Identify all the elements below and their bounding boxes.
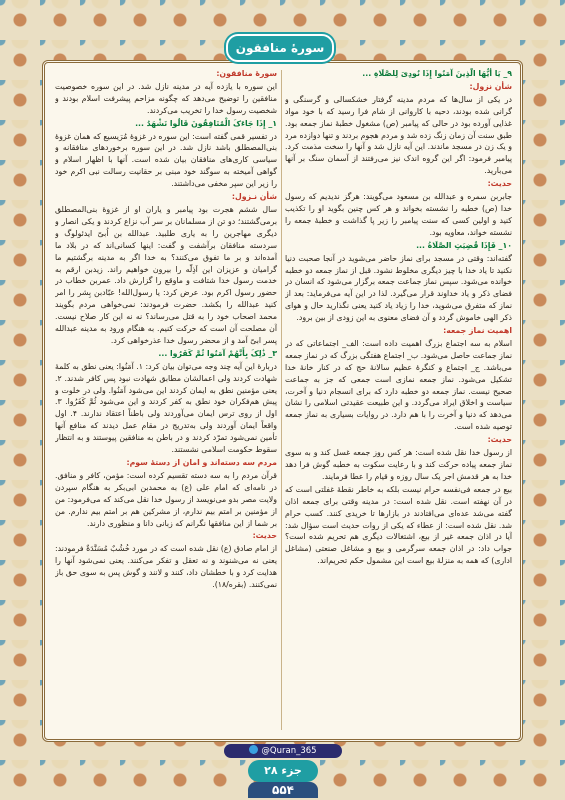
paragraph: گفته‌اند: وقتی در مسجد برای نماز حاضر می‌شوید در آنجا صحبت دنیا نکنید تا یاد خدا با چیز دیگری مخلوط نشود. قبل از نماز جمعه دو خطبه خوانده می‌شود. سپس نماز جماعت جمعه برگزار می‌شود که انسان در فضای ذکر و یاد خداوند قرار می‌گیرد. لذا در این آیه می‌فرماید: بعد از نماز که متفرق می‌شوید، خدا را زیاد یاد کنید یعنی نگذارید حال و هوای ذکر الهی خاموش گردد و آن فضای معنوی به این زودی از بین برود. — [285, 253, 512, 323]
section-heading: شأن نزول: — [469, 81, 512, 91]
paragraph: اسلام به سه اجتماع بزرگ اهمیت داده است: الف_ اجتماعاتی که در نماز جماعت حاصل می‌شود. ب_ اجتماع هفتگی بزرگ که در نماز جمعه می‌باشد. ج_ اجتماع و کنگرهٔ عظیم سالانهٔ حج که در کنار خانهٔ خدا تشکیل می‌شود. نماز جمعه نمازی است جمعی که جز به جماعت صحیح نیست. نماز جمعه دو خطبه دارد که برای انسجام دنیا و آخرت، سیاست و اخلاق ایراد می‌گردد. و این طبیعت عقیدتی اسلامی را نشان می‌دهد که دنیا و آخرت را با هم دارد. در روایات بسیاری به نماز جمعه توصیه شده است. — [285, 338, 512, 432]
paragraph: سال ششم هجرت بود پیامبر و یاران او از غزوهٔ بنی‌المصطلق برمی‌گشتند؛ دو تن از مسلمانان بر سر آب نزاع کردند و یکی انصار و دیگری مهاجرین را به یاری طلبید. عبدالله بن اُبیّ ایدئولوگ و سردسته منافقان برآشفت و گفت: اینها کسانی‌اند که در بلاد ما آمده‌اند و بر ما تفوق می‌کنند؟ به خدا اگر به مدینه برگشتیم ما گرامیان و عزیزان این اَذِلّه را بیرون خواهیم راند. زیدبن ارقم به خدمت رسول خدا شتافت و ماوقع را گزارش داد. عمربن خطاب در حضور رسول اکرم بود. عرض کرد: یا رسول‌الله! عبّادبن بِشر را امر کنید عبدالله را بکشد. حضرت فرمودند: نمی‌خواهی مردم بگویند محمد اصحاب خود را به قتل می‌رساند؟ نه نه این کار صلاح نیست. آن مصلحت آن است که حرکت کنیم. به هنگام ورود به مدینه عبدالله پسر ابیّ آمد و از محضر رسول خدا عذرخواهی کرد. — [55, 204, 277, 345]
ayah-heading: ۳_ ذَٰلِکَ بِأَنَّهُمْ آمَنُوا ثُمَّ کَفَرُوا ... — [158, 348, 277, 358]
section-heading: مردم سه دسته‌اند و امان از دستهٔ سوم: — [126, 458, 277, 467]
ayah-heading: ۱۰_ فَإِذَا قُضِیَتِ الصَّلَاةُ ... — [416, 240, 512, 250]
section-heading: شأن نـزول: — [231, 192, 277, 202]
section-heading: حدیث: — [252, 531, 277, 541]
paragraph: از رسول خدا نقل شده است: هر کس روز جمعه غسل کند و به سوی نماز جمعه پیاده حرکت کند و با رعایت سکوت به خطبه گوش فرا دهد خدا به هر قدمش اجر یک سال روزه و قیام را عطا فرمایند. — [285, 448, 512, 481]
paragraph: در تفسیر قمی گفته است: این سوره در غزوهٔ مُرَیسیع که همان غزوهٔ بنی‌المصطلق باشد نازل شد. در این سوره برخوردهای منافقانه و سیاسی کاری‌های منافقان بیان شده است. آنها با اظهار اسلام و گواهی آمیخته به سوگند خود مبنی بر حقانیت رسالت نبی اکرم خود را زیر این سپر مخفی می‌داشتند. — [55, 131, 277, 189]
paragraph: دربارهٔ این آیه چند وجه می‌توان بیان کرد: ۱. آمَنُوا: یعنی نطق به کلمهٔ شهادت کردند ولی اعمالشان مطابق شهادت نبود پس کافر شدند. ۲. یعنی مؤمنین نطق به ایمان کردند این می‌شود آمَنُوا. ولی در خلوت و پیش هم‌فکران خود نطق به کفر کردند و این می‌شود ثُمَّ کَفَرُوا. ۳. اول از روی ترس ایمان می‌آوردند ولی باطناً اعتقاد ندارند. ۴. اول واقعاً ایمان آوردند ولی به‌تدریج در مقام عمل دیدند که منافع آنها تأمین نمی‌شود تمرّد کردند و در باطن به منافقین پیوستند و به انتظار سقوط حکومت اسلامی نشستند. — [55, 361, 277, 455]
page-number: ۵۵۴ — [248, 782, 318, 798]
paragraph: در یکی از سال‌ها که مردم مدینه گرفتار خشکسالی و گرسنگی و گرانی شده بودند، دحیه با کاروانی از شام فرا رسید که با خود مواد غذایی آورده بود در حالی که پیامبر (ص) مشغول خطبهٔ نماز جمعه بود. طبق سنت آن زمان زنگ زده شد و مردم هجوم بردند و تنها دوازده مرد و یک زن در مسجد ماندند. این آیه نازل شد و آنها را سخت مذمت کرد. پیامبر فرمود: اگر این گروه اندک نیز می‌رفتند از آسمان سنگ بر آنها می‌بارید. — [285, 94, 512, 176]
surah-title-banner: سورهٔ منافقون — [226, 34, 334, 62]
telegram-icon — [249, 745, 258, 754]
ayah-heading: ۱_ إِذَا جَاءَکَ الْمُنَافِقُونَ قَالُوا نَشْهَدُ ... — [135, 118, 277, 128]
telegram-handle[interactable] — [224, 744, 342, 758]
page-footer — [224, 744, 342, 798]
section-heading: اهمیت نماز جمعه: — [443, 326, 512, 336]
section-heading: سورهٔ منافقون: — [216, 69, 277, 78]
paragraph: قرآن مردم را به سه دسته تقسیم کرده است: مؤمن، کافر و منافق. در نامه‌ای که امام علی (ع) به محمدبن ابی‌بکر به هنگام سپردن ولایت مصر بدو می‌نویسد از رسول خدا نقل می‌کند که می‌فرمود: من از مؤمنین بر امتم بیم ندارم، از مشرکین هم بر امتم بیم ندارم. من بر شما از این منافقها نگرانم که زبانی دانا و منظوری دارند. — [55, 470, 277, 528]
right-column — [285, 68, 512, 730]
paragraph: این سوره با یازده آیه در مدینه نازل شد. در این سوره خصوصیت منافقین را توضیح می‌دهد که چگونه مزاحم پیشرفت اسلام بودند و شخصیت رسول خدا را تخریب می‌کردند. — [55, 81, 277, 115]
paragraph: از امام صادق (ع) نقل شده است که در مورد خُشُبٌ مُسَنَّدَةٌ فرمودند: یعنی نه می‌شنوند و نه تعقل و تفکر می‌کنند. یعنی نمی‌شود آنها را هدایت کرد و با خطشان داد، کنند و لانند و گوش پس به سوی حق باز نمی‌کنند. (بقره/۱۸). — [55, 544, 277, 590]
section-heading: حدیث: — [487, 435, 512, 445]
handle-text: @Quran_365 — [261, 746, 317, 756]
column-divider — [281, 70, 282, 730]
paragraph: بیع در جمعه فی‌نفسه حرام نیست بلکه به خاطر نقطهٔ غفلتی است که در آن نهفته است. نقل شده است: در مدینه وقتی برای جمعه اذان گفته می‌شد عده‌ای می‌افتادند در بازارها تا خریدی کنند. کسب حرام شد. نقل شده است: از عطاء که یکی از روات حدیث است سؤال شد: آیا در اذان جمعه غیر از بیع، اشتغالات دیگری هم تحریم شده است؟ جواب داد: در اذان جمعه سرگرمی و بیع و مشاغل صنعتی (مشاغل اداری) که همه به منزلهٔ بیع است این مشمول حکم تحریم‌اند. — [285, 484, 512, 566]
ayah-heading: ۹_ یَا أَیُّهَا الَّذِینَ آمَنُوا إِذَا نُودِیَ لِلصَّلَاةِ ... — [362, 69, 512, 78]
paragraph: جابربن سمره و عبدالله بن مسعود می‌گویند: هرگز ندیدیم که رسول خدا (ص) خطبه را نشسته بخواند و هر کس چنین بگوید او را تکذیب کنید و اولین کسی که سنت پیامبر را زیر پا گذاشت و خطبهٔ جمعه را نشسته خواند، معاویه بود. — [285, 192, 512, 237]
juz-label: جزء ۲۸ — [248, 760, 318, 782]
section-heading: حدیث: — [487, 179, 512, 189]
left-column — [55, 68, 277, 730]
